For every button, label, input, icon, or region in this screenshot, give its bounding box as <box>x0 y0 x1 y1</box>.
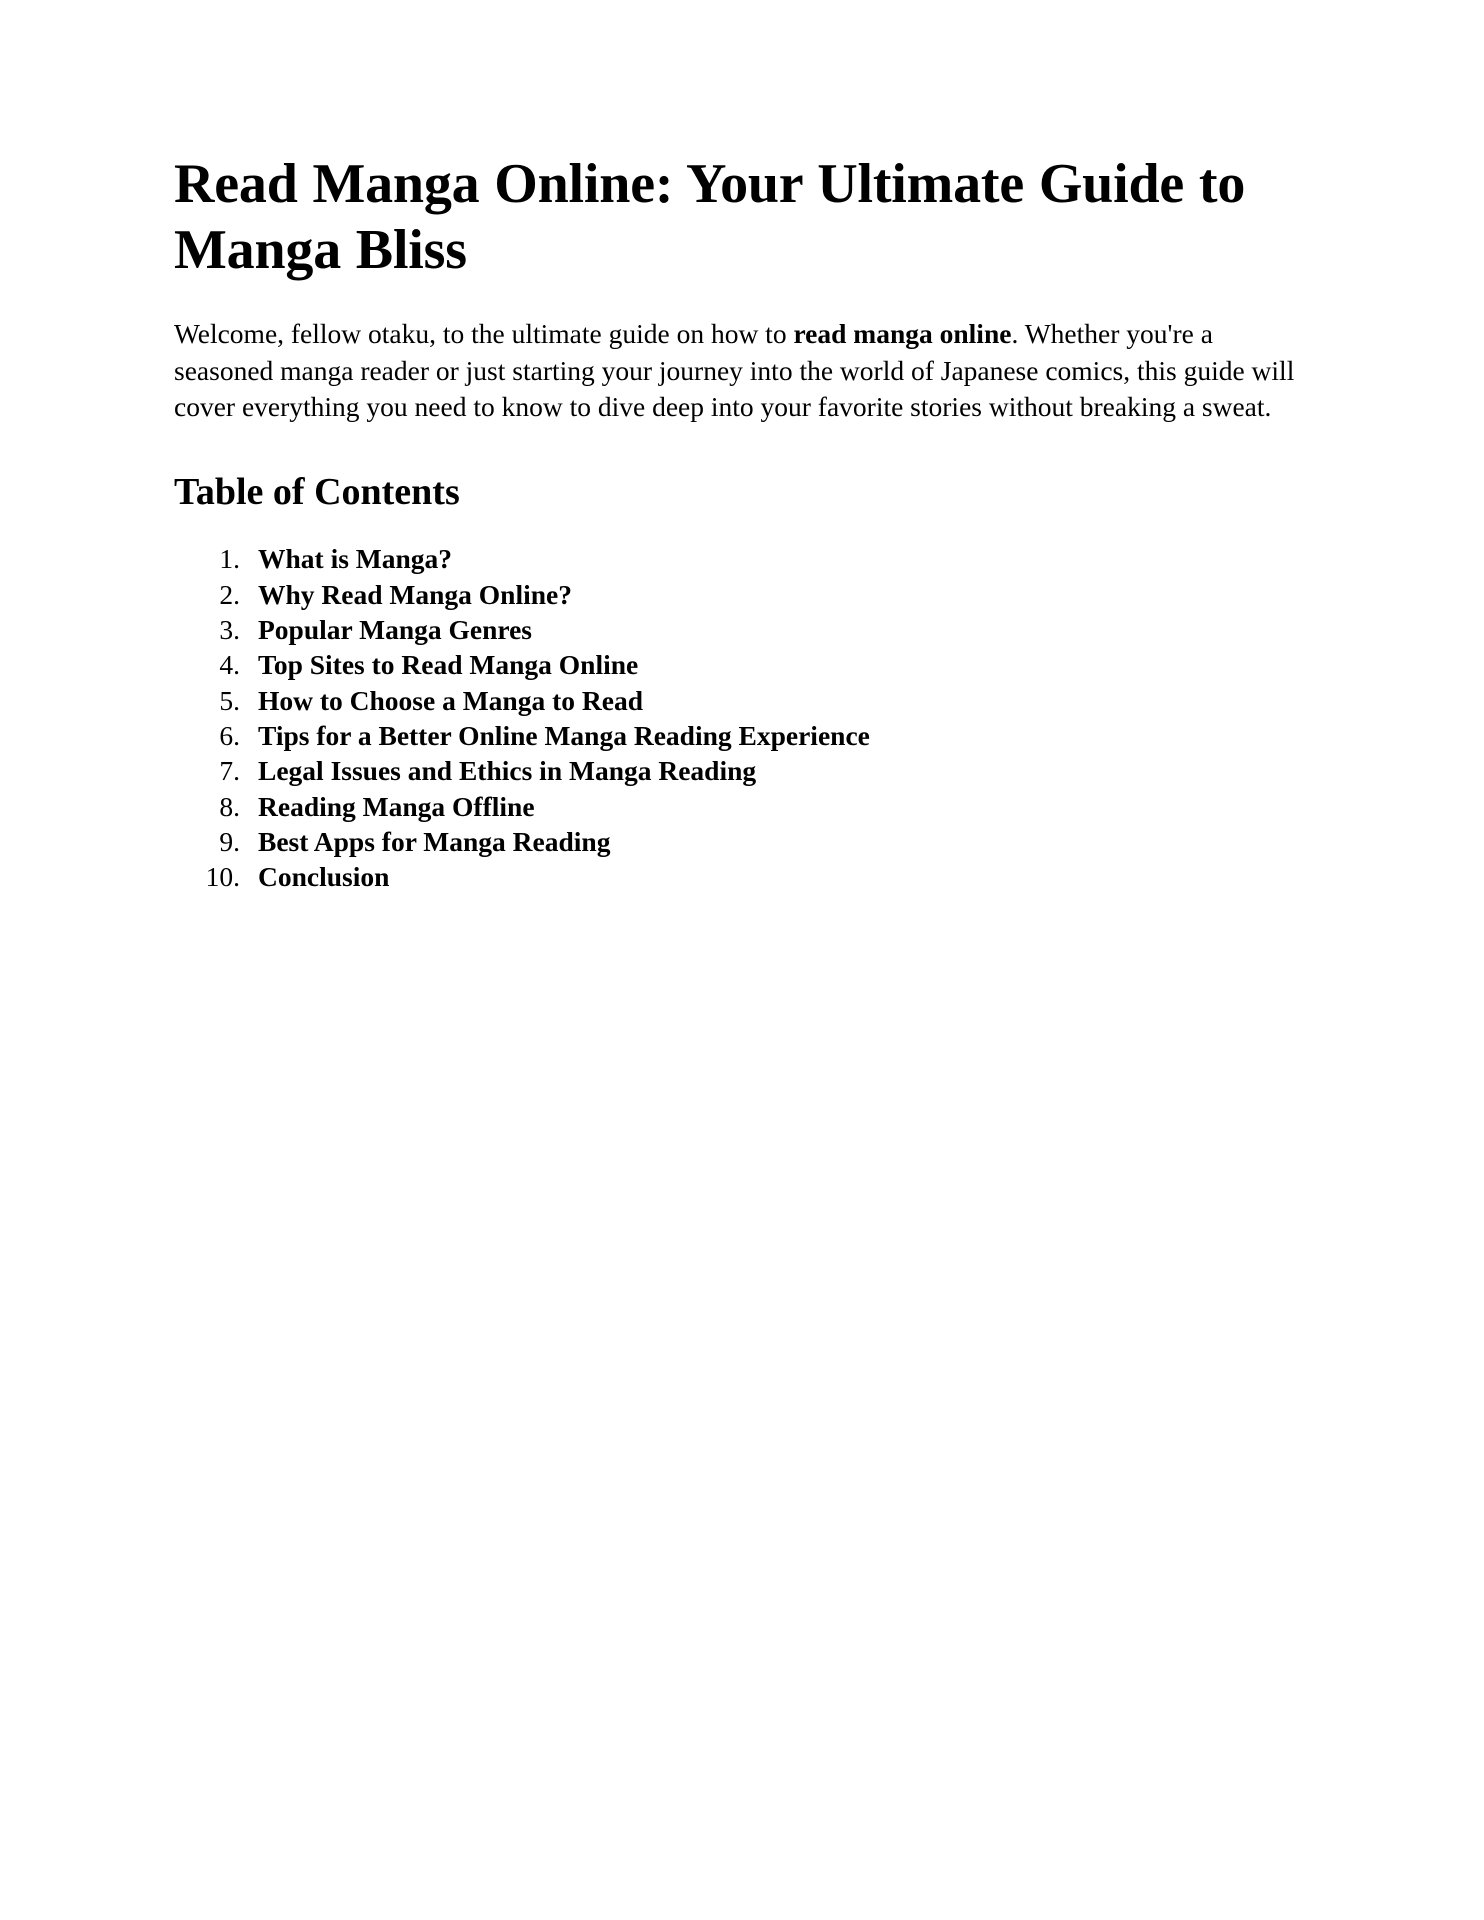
page-title <box>174 152 1314 283</box>
toc-item-label: Popular Manga Genres <box>258 613 532 645</box>
toc-item-label: Tips for a Better Online Manga Reading Experience <box>258 719 870 751</box>
page-title-line-1: Read Manga Online: Your Ultimate Guide to <box>174 153 1246 215</box>
intro-text-before-bold: Welcome, fellow otaku, to the ultimate guide on how to <box>174 318 794 350</box>
intro-bold-keyword: read manga online <box>793 318 1012 350</box>
list-item[interactable] <box>174 824 1314 859</box>
toc-item-label: Top Sites to Read Manga Online <box>258 649 639 681</box>
toc-item-label: Why Read Manga Online? <box>258 578 572 610</box>
list-item[interactable] <box>174 859 1314 894</box>
list-item[interactable] <box>174 612 1314 647</box>
toc-item-label: Best Apps for Manga Reading <box>258 825 611 857</box>
intro-text-after-bold: . Whether you're a seasoned manga reader or just starting your journey into the world of Japanese comics, this guide will cover everything you need to know to dive deep into your favorite stories without breaking a sweat. <box>174 318 1295 423</box>
table-of-contents-heading: Table of Contents <box>174 470 460 513</box>
list-item[interactable] <box>174 647 1314 682</box>
toc-item-label: Conclusion <box>258 861 390 893</box>
list-item[interactable] <box>174 789 1314 824</box>
list-item[interactable] <box>174 753 1314 788</box>
toc-item-label: How to Choose a Manga to Read <box>258 684 643 716</box>
table-of-contents-list <box>174 541 1314 894</box>
toc-item-label: Legal Issues and Ethics in Manga Reading <box>258 755 757 787</box>
document-content <box>174 152 1314 895</box>
page-title-line-2: Manga Bliss <box>174 218 467 281</box>
list-item[interactable] <box>174 683 1314 718</box>
intro-paragraph <box>174 316 1310 426</box>
list-item[interactable] <box>174 541 1314 576</box>
toc-item-label: Reading Manga Offline <box>258 790 535 822</box>
toc-item-label: What is Manga? <box>258 543 453 575</box>
list-item[interactable] <box>174 718 1314 753</box>
list-item[interactable] <box>174 577 1314 612</box>
